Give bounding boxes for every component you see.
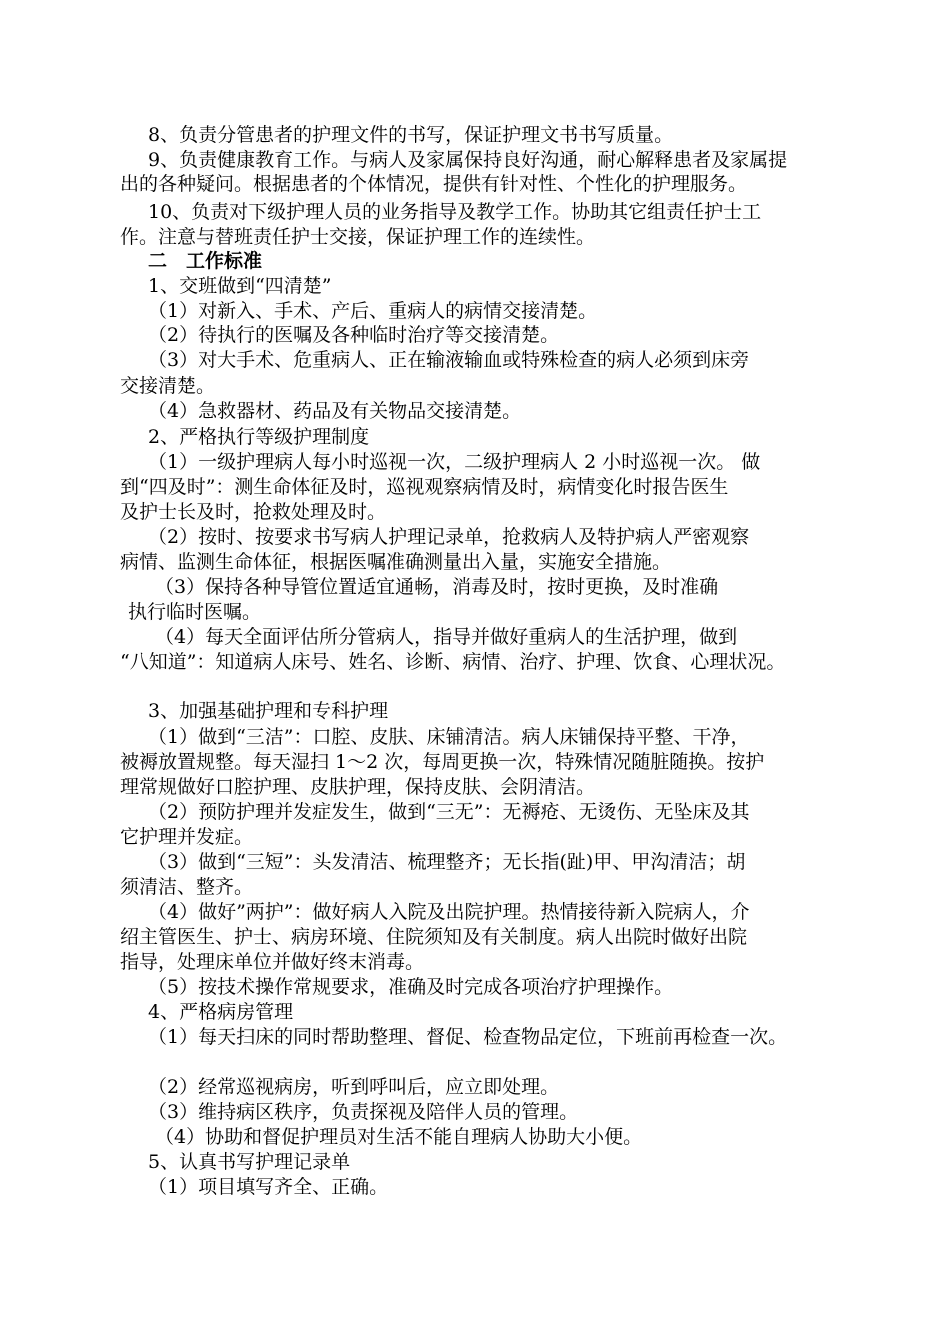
text-line: 作。注意与替班责任护士交接，保证护理工作的连续性。 [120, 226, 596, 248]
text-line: 及护士长及时，抢救处理及时。 [120, 501, 387, 523]
text-line: （1）做到“三洁”：口腔、皮肤、床铺清洁。病人床铺保持平整、干净， [148, 726, 750, 748]
text-line: 1、交班做到“四清楚” [148, 275, 332, 297]
text-line: 绍主管医生、护士、病房环境、住院须知及有关制度。病人出院时做好出院 [120, 926, 748, 948]
text-line: 被褥放置规整。每天湿扫 1～2 次，每周更换一次，特殊情况随脏随换。按护 [120, 751, 765, 773]
section-heading: 二 工作标准 [148, 250, 263, 272]
text-line: 3、加强基础护理和专科护理 [148, 700, 389, 722]
text-line: （4）每天全面评估所分管病人，指导并做好重病人的生活护理，做到 [155, 626, 738, 648]
text-line: （3）对大手术、危重病人、正在输液输血或特殊检查的病人必须到床旁 [148, 349, 750, 371]
text-line: （5）按技术操作常规要求，准确及时完成各项治疗护理操作。 [148, 976, 674, 998]
text-line: （4）协助和督促护理员对生活不能自理病人协助大小便。 [155, 1126, 643, 1148]
text-line: 10、负责对下级护理人员的业务指导及教学工作。协助其它组责任护士工 [148, 201, 762, 223]
text-line: 须清洁、整齐。 [120, 876, 254, 898]
text-line: 指导，处理床单位并做好终末消毒。 [120, 951, 425, 973]
text-line: 9、负责健康教育工作。与病人及家属保持良好沟通，耐心解释患者及家属提 [148, 149, 788, 171]
text-line: （3）保持各种导管位置适宜通畅，消毒及时，按时更换，及时准确 [155, 576, 719, 598]
text-line: （4）急救器材、药品及有关物品交接清楚。 [148, 400, 522, 422]
text-line: 病情、监测生命体征，根据医嘱准确测量出入量，实施安全措施。 [120, 551, 672, 573]
text-line: （1）一级护理病人每小时巡视一次，二级护理病人 2 小时巡视一次。 做 [148, 451, 761, 473]
text-line: 2、严格执行等级护理制度 [148, 426, 370, 448]
text-line: （1）项目填写齐全、正确。 [148, 1176, 389, 1198]
text-line: （2）待执行的医嘱及各种临时治疗等交接清楚。 [148, 324, 560, 346]
text-line: 理常规做好口腔护理、皮肤护理，保持皮肤、会阴清洁。 [120, 776, 596, 798]
text-line: 它护理并发症。 [120, 826, 254, 848]
text-line: 到“四及时”：测生命体征及时，巡视观察病情及时，病情变化时报告医生 [120, 476, 729, 498]
text-line: 8、负责分管患者的护理文件的书写，保证护理文书书写质量。 [148, 124, 674, 146]
text-line: （2）经常巡视病房，听到呼叫后，应立即处理。 [148, 1076, 560, 1098]
text-line: 5、认真书写护理记录单 [148, 1151, 351, 1173]
text-line: （2）预防护理并发症发生，做到“三无”：无褥疮、无烫伤、无坠床及其 [148, 801, 750, 823]
text-line: （3）做到“三短”：头发清洁、梳理整齐；无长指(趾)甲、甲沟清洁；胡 [148, 851, 746, 873]
text-line: （3）维持病区秩序，负责探视及陪伴人员的管理。 [148, 1101, 579, 1123]
text-line: （1）每天扫床的同时帮助整理、督促、检查物品定位，下班前再检查一次。 [148, 1026, 788, 1048]
text-line: （2）按时、按要求书写病人护理记录单，抢救病人及特护病人严密观察 [148, 526, 750, 548]
text-line: 交接清楚。 [120, 375, 216, 397]
text-line: 出的各种疑问。根据患者的个体情况，提供有针对性、个性化的护理服务。 [120, 173, 748, 195]
text-line: （1）对新入、手术、产后、重病人的病情交接清楚。 [148, 300, 598, 322]
text-line: 4、严格病房管理 [148, 1001, 294, 1023]
text-line: “八知道”：知道病人床号、姓名、诊断、病情、治疗、护理、饮食、心理状况。 [120, 651, 786, 673]
text-line: 执行临时医嘱。 [128, 601, 262, 623]
text-line: （4）做好”两护”：做好病人入院及出院护理。热情接待新入院病人，介 [148, 901, 750, 923]
